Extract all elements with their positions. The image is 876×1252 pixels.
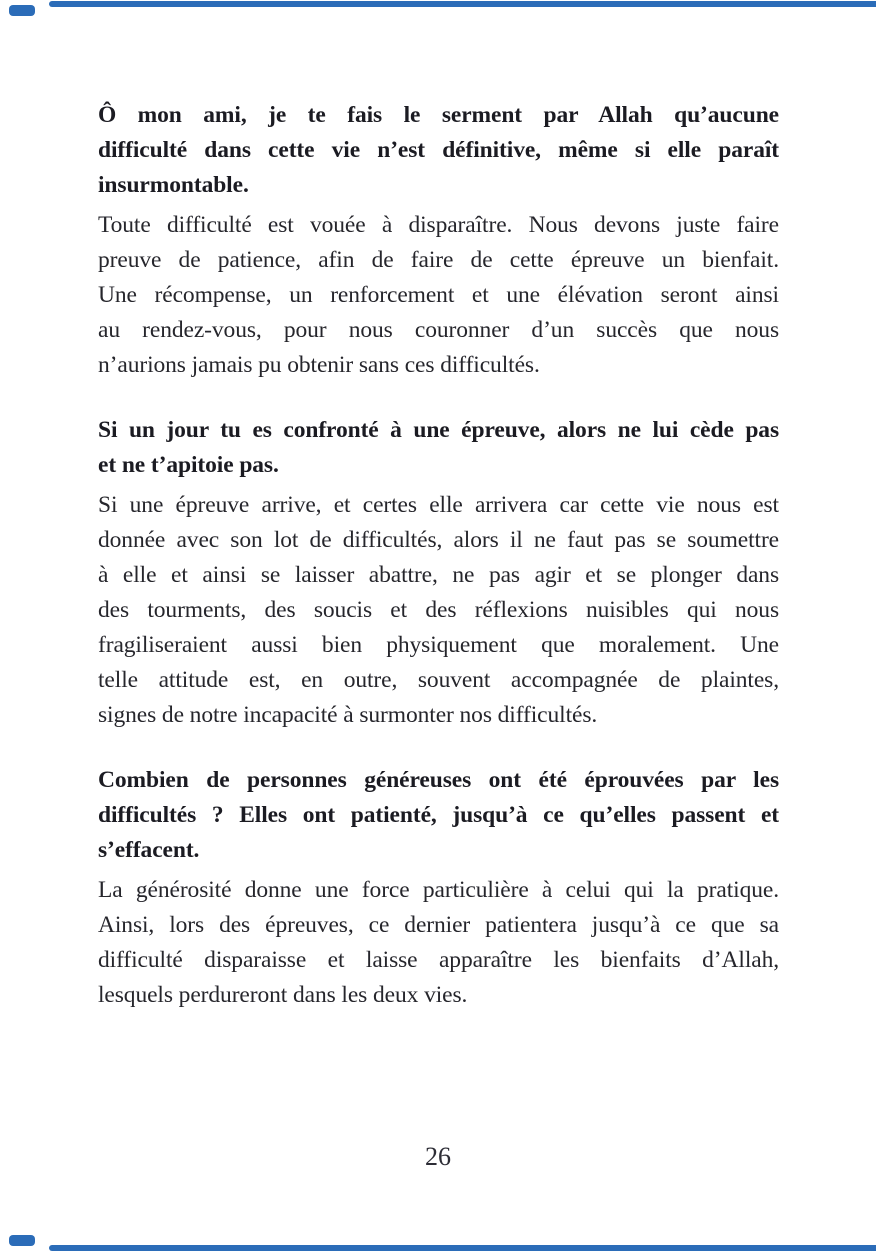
text-line: Combien de personnes généreuses ont été éprouvées par les <box>98 767 779 793</box>
text-line: à elle et ainsi se laisser abattre, ne pas agir et se plonger dans <box>98 562 779 588</box>
text-line: signes de notre incapacité à surmonter nos difficultés. <box>98 702 598 728</box>
text-line: difficulté dans cette vie n’est définitive, même si elle paraît <box>98 137 779 163</box>
heading-block-3 <box>98 763 779 868</box>
text-line: Ainsi, lors des épreuves, ce dernier patientera jusqu’à ce que sa <box>98 912 779 938</box>
paragraph-block-1 <box>98 208 779 383</box>
text-line: des tourments, des soucis et des réflexions nuisibles qui nous <box>98 597 779 623</box>
text-line: s’effacent. <box>98 837 200 863</box>
text-line: Une récompense, un renforcement et une élévation seront ainsi <box>98 282 779 308</box>
page-content <box>98 98 779 1013</box>
text-line: et ne t’apitoie pas. <box>98 452 279 478</box>
paragraph-block-2 <box>98 488 779 733</box>
page-border-corner-bottom-left <box>9 1235 35 1246</box>
text-line: Si un jour tu es confronté à une épreuve, alors ne lui cède pas <box>98 417 779 443</box>
text-line: n’aurions jamais pu obtenir sans ces difficultés. <box>98 352 540 378</box>
text-line: La générosité donne une force particulière à celui qui la pratique. <box>98 877 779 903</box>
page-border-bottom <box>49 1245 876 1251</box>
paragraph-block-3 <box>98 873 779 1013</box>
heading-block-1 <box>98 98 779 203</box>
text-line: donnée avec son lot de difficultés, alors il ne faut pas se soumettre <box>98 527 779 553</box>
text-line: fragiliseraient aussi bien physiquement que moralement. Une <box>98 632 779 658</box>
text-line: difficulté disparaisse et laisse apparaître les bienfaits d’Allah, <box>98 947 779 973</box>
page-border-corner-top-left <box>9 5 35 16</box>
heading-block-2 <box>98 413 779 483</box>
text-line: Si une épreuve arrive, et certes elle arrivera car cette vie nous est <box>98 492 779 518</box>
text-line: Toute difficulté est vouée à disparaître. Nous devons juste faire <box>98 212 779 238</box>
text-line: Ô mon ami, je te fais le serment par Allah qu’aucune <box>98 102 779 128</box>
text-line: lesquels perdureront dans les deux vies. <box>98 982 468 1008</box>
text-line: preuve de patience, afin de faire de cette épreuve un bienfait. <box>98 247 779 273</box>
text-line: telle attitude est, en outre, souvent accompagnée de plaintes, <box>98 667 779 693</box>
text-line: insurmontable. <box>98 172 249 198</box>
page-number: 26 <box>425 1142 451 1171</box>
text-line: difficultés ? Elles ont patienté, jusqu’à ce qu’elles passent et <box>98 802 779 828</box>
page-border-top <box>49 1 876 7</box>
text-line: au rendez-vous, pour nous couronner d’un succès que nous <box>98 317 779 343</box>
